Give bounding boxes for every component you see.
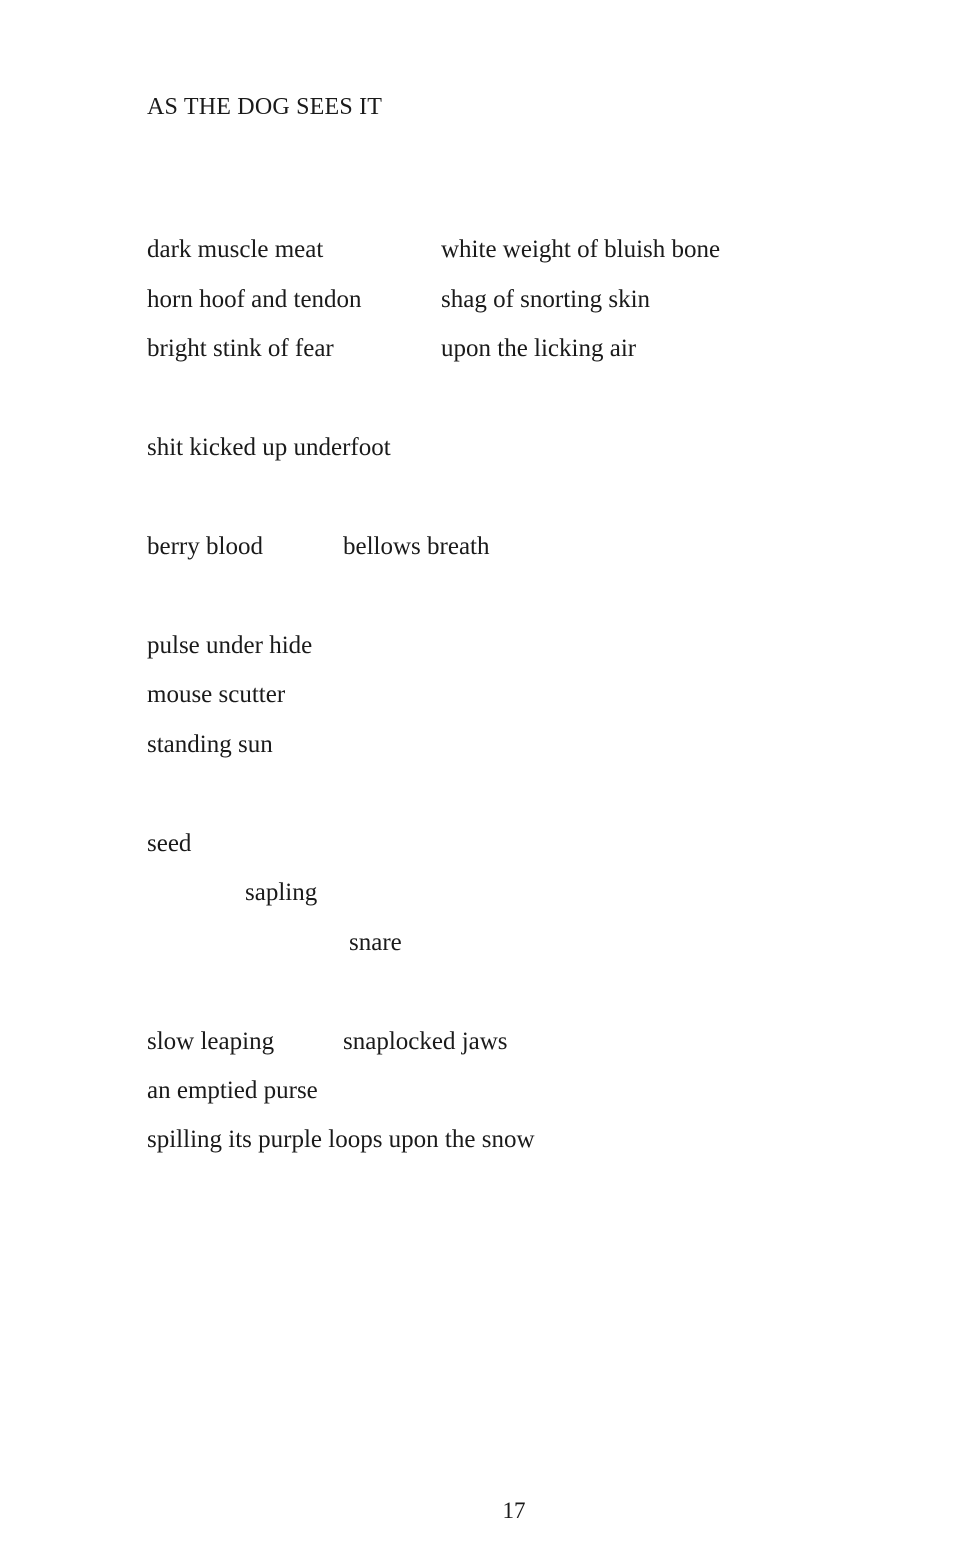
poem-line: standing sun <box>147 731 273 758</box>
poem-line: pulse under hide <box>147 632 313 659</box>
poem-line: slow leaping <box>147 1028 275 1055</box>
poem-line: white weight of bluish bone <box>441 236 721 263</box>
poem-line: dark muscle meat <box>147 236 324 263</box>
poem-line: seed <box>147 830 192 857</box>
poem-line: bright stink of fear <box>147 335 334 362</box>
poem-line: snare <box>349 929 402 956</box>
poem-line: sapling <box>245 879 318 906</box>
poem-line: upon the licking air <box>441 335 637 362</box>
poem-line: bellows breath <box>343 533 490 560</box>
poem-line: horn hoof and tendon <box>147 286 362 313</box>
poem-line: shit kicked up underfoot <box>147 434 391 461</box>
page-number: 17 <box>502 1498 526 1523</box>
poem-line: shag of snorting skin <box>441 286 651 313</box>
poem-line: berry blood <box>147 533 263 560</box>
poem-title: AS THE DOG SEES IT <box>147 94 383 120</box>
poem-line: spilling its purple loops upon the snow <box>147 1126 535 1153</box>
poem-line: mouse scutter <box>147 681 286 708</box>
poem-line: an emptied purse <box>147 1077 318 1104</box>
poem-line: snaplocked jaws <box>343 1028 508 1055</box>
